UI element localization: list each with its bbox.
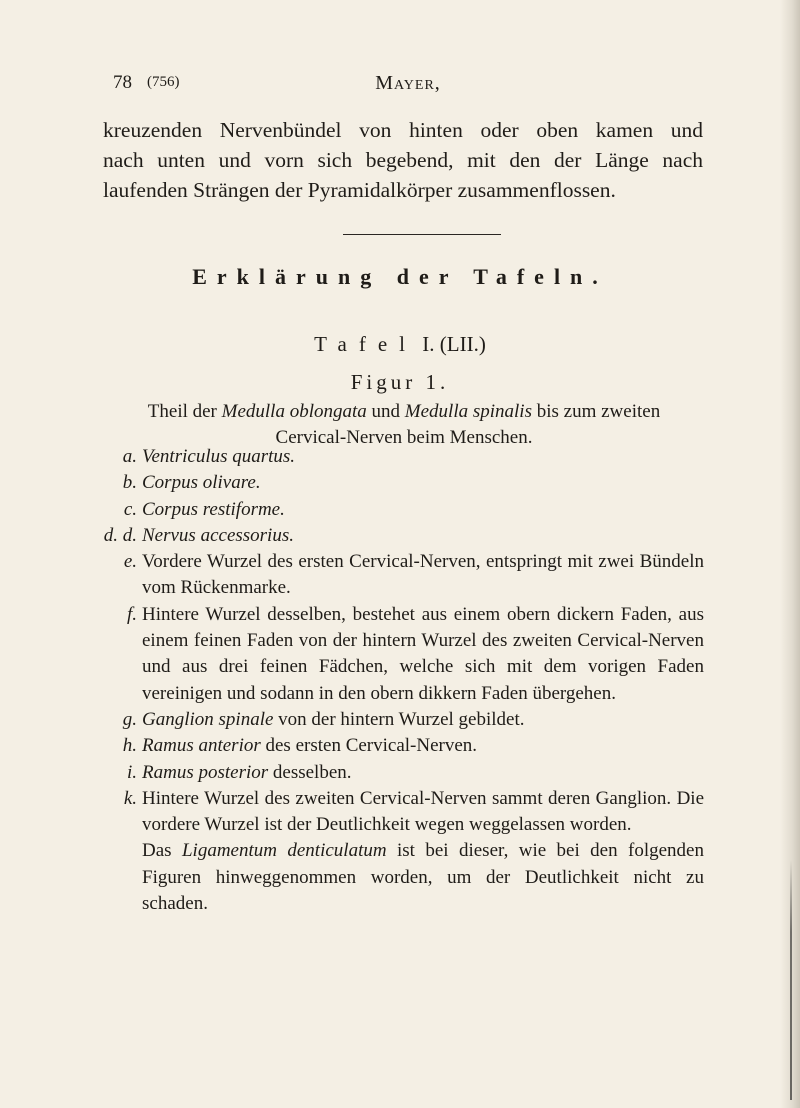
note-text: ist bei dieser, wie bei den folgenden Figuren hinweggenommen worden, um der Deutlichkeit nicht zu schaden. [142,840,704,915]
entry-term: Corpus olivare. [142,472,261,494]
caption-line-2: Cervical-Nerven beim Menschen. [275,427,533,448]
entry-text: des ersten Cervical-Nerven. [260,735,478,757]
note-term: Ligamentum denticulatum [181,840,387,862]
legend-entry [0,733,800,759]
entry-text: Vordere Wurzel des ersten Cervical-Nerven, entspringt mit zwei Bündeln vom Rückenmarke. [142,551,704,599]
entry-label: i. [126,761,137,783]
entry-label: g. [122,708,137,730]
legend-entry [0,602,800,707]
legend-entry [0,707,800,733]
entry-text: Hintere Wurzel des zweiten Cervical-Nerven sammt deren Ganglion. Die vordere Wurzel ist der Deutlichkeit wegen weggelassen worden. [142,787,704,836]
page-number: 78 [113,72,132,93]
entry-text: desselben. [268,761,352,783]
plate-label: Tafel [314,332,418,356]
section-heading: Erklärung der Tafeln. [192,264,608,289]
caption-text: Theil der [147,401,222,422]
legend-entry [0,786,800,839]
entry-label: a. [122,446,137,467]
legend-list [0,444,800,917]
entry-label: d. d. [103,524,137,546]
closing-note [142,838,704,917]
entry-text: Hintere Wurzel desselben, bestehet aus einem obern dickern Faden, aus einem feinen Faden von der hintern Wurzel des zweiten Cervical-Nerven und aus drei feinen Fädchen, welche sich mit dem vorigen Faden vereinigen und sodann in den obern dikkern Faden übergehen. [142,603,704,704]
legend-entry [0,444,800,470]
figure-title: Figur 1. [350,370,450,394]
original-page-number: (756) [147,74,180,90]
intro-paragraph [103,115,703,205]
entry-label: b. [122,472,137,494]
entry-term: Corpus restiforme. [142,498,285,520]
entry-label: e. [123,551,137,573]
caption-text: und [366,401,405,422]
caption-term: Medulla oblongata [221,401,367,422]
running-head-author: Mayer, [375,72,441,94]
section-divider [343,234,501,235]
caption-line-1 [104,399,704,425]
entry-label: k. [123,787,137,809]
entry-text: von der hintern Wurzel gebildet. [273,708,525,730]
caption-text: bis zum zweiten [531,401,661,422]
legend-entry [0,523,800,549]
intro-line: nach unten und vorn sich begebend, mit den der Länge nach [103,148,703,172]
entry-term: Nervus accessorius. [142,524,294,546]
intro-line: laufenden Strängen der Pyramidalkörper zusammenflossen. [103,178,616,202]
entry-label: h. [122,735,137,757]
legend-entry [0,470,800,496]
note-text: Das [142,840,182,862]
entry-term: Ramus anterior [142,735,261,757]
legend-entry [0,549,800,602]
intro-line: kreuzenden Nervenbündel von hinten oder oben kamen und [103,118,703,142]
entry-label: f. [126,603,137,625]
entry-term: Ramus posterior [142,761,269,783]
legend-entry [0,760,800,786]
entry-term: Ganglion spinale [142,708,274,730]
entry-term: Ventriculus quartus. [142,446,296,467]
entry-label: c. [123,498,137,520]
legend-entry [0,497,800,523]
caption-term: Medulla spinalis [404,401,532,422]
plate-title [0,332,800,357]
plate-number: I. (LII.) [422,332,486,356]
running-head [113,72,703,96]
